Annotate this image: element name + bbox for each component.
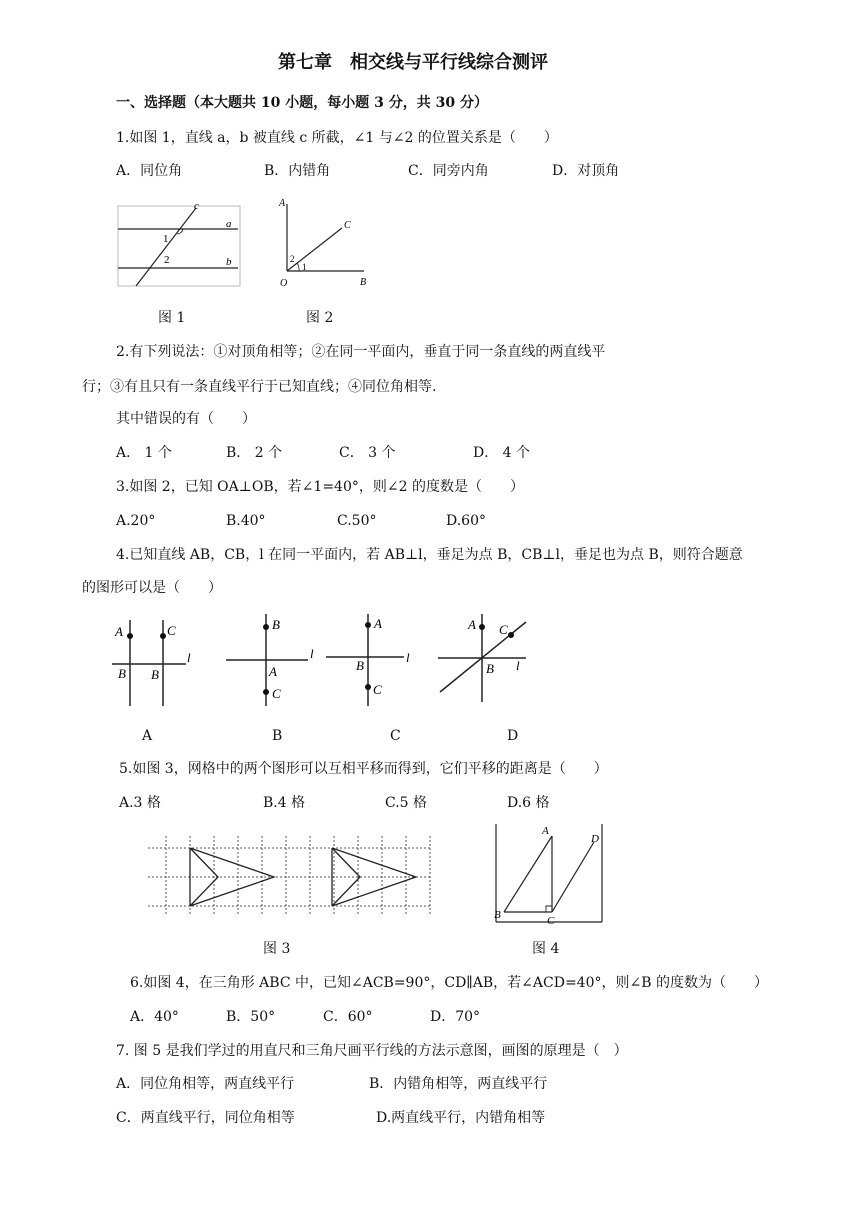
fig2-angle-2: 2 xyxy=(290,254,295,264)
q4a-label-B2: B xyxy=(151,667,159,682)
q7-option-c: C．两直线平行，同位角相等 xyxy=(116,1110,295,1126)
fig4-label-C: C xyxy=(547,915,555,927)
q7-option-a: A．同位角相等，两直线平行 xyxy=(116,1076,295,1092)
q6-option-a: A．40° xyxy=(130,1009,179,1025)
q4-caption-a: A xyxy=(142,728,153,744)
q3-option-d: D.60° xyxy=(446,513,486,529)
q4b-label-l: l xyxy=(310,646,314,661)
q2-line-3: 其中错误的有（ ） xyxy=(116,411,256,427)
q2-option-c: C． 3 个 xyxy=(339,445,396,461)
q4c-label-C: C xyxy=(373,682,382,697)
section-heading: 一、选择题（本大题共 10 小题，每小题 3 分，共 30 分） xyxy=(116,95,488,111)
q6-option-c: C．60° xyxy=(323,1009,373,1025)
q4-line-1: 4.已知直线 AB，CB，l 在同一平面内，若 AB⊥l，垂足为点 B，CB⊥l，垂足也为点 B，则符合题意 xyxy=(116,547,743,563)
q7-option-d: D.两直线平行，内错角相等 xyxy=(376,1110,546,1126)
q2-line-2: 行；③有且只有一条直线平行于已知直线；④同位角相等. xyxy=(82,379,437,395)
fig1-label-a: a xyxy=(226,218,232,230)
q4-line-2: 的图形可以是（ ） xyxy=(82,580,222,596)
q4a-label-A: A xyxy=(115,624,123,639)
figure-1 xyxy=(114,198,244,290)
q4d-label-B: B xyxy=(486,661,494,676)
q7-option-b: B．内错角相等，两直线平行 xyxy=(369,1076,548,1092)
q7-stem: 7. 图 5 是我们学过的用直尺和三角尺画平行线的方法示意图，画图的原理是（ ） xyxy=(116,1043,628,1059)
q2-option-a: A． 1 个 xyxy=(116,445,172,461)
page-title: 第七章 相交线与平行线综合测评 xyxy=(278,52,548,73)
q1-option-d: D．对顶角 xyxy=(552,163,620,179)
q4-figure-c xyxy=(322,610,422,710)
q1-option-a: A．同位角 xyxy=(116,163,183,179)
q6-option-d: D．70° xyxy=(430,1009,481,1025)
q4b-label-B: B xyxy=(272,617,280,632)
fig1-angle-1: 1 xyxy=(163,233,169,245)
q1-option-c: C．同旁内角 xyxy=(408,163,489,179)
q4-caption-d: D xyxy=(507,728,519,744)
fig2-label-C: C xyxy=(344,220,351,231)
fig2-caption: 图 2 xyxy=(306,310,334,326)
q4-figure-b xyxy=(222,610,318,710)
q6-stem: 6.如图 4，在三角形 ABC 中，已知∠ACB=90°，CD∥AB，若∠ACD=40°，则∠B 的度数为（ ） xyxy=(130,975,768,991)
q4b-label-A: A xyxy=(269,664,277,679)
q1-stem: 1.如图 1，直线 a，b 被直线 c 所截，∠1 与∠2 的位置关系是（ ） xyxy=(116,130,558,146)
fig3-caption: 图 3 xyxy=(263,941,291,957)
q5-option-a: A.3 格 xyxy=(119,795,161,811)
figure-3 xyxy=(146,830,436,920)
q5-option-b: B.4 格 xyxy=(263,795,306,811)
q3-option-c: C.50° xyxy=(337,513,377,529)
q3-option-b: B.40° xyxy=(226,513,266,529)
q4-figure-d xyxy=(434,610,534,710)
q2-option-d: D． 4 个 xyxy=(473,445,531,461)
q3-stem: 3.如图 2，已知 OA⊥OB，若∠1=40°，则∠2 的度数是（ ） xyxy=(116,479,524,495)
q4b-label-C: C xyxy=(272,686,281,701)
fig4-label-D: D xyxy=(591,833,599,845)
figure-2 xyxy=(272,196,372,292)
q4d-label-A: A xyxy=(468,617,476,632)
q4c-label-B: B xyxy=(356,658,364,673)
q4c-label-l: l xyxy=(406,650,410,665)
q2-line-1: 2.有下列说法：①对顶角相等；②在同一平面内，垂直于同一条直线的两直线平 xyxy=(116,344,606,360)
q4d-label-C: C xyxy=(499,622,508,637)
fig2-label-A: A xyxy=(279,198,286,209)
fig2-angle-1: 1 xyxy=(302,262,307,272)
q4-caption-b: B xyxy=(272,728,283,744)
q1-option-b: B．内错角 xyxy=(264,163,331,179)
q4d-label-l: l xyxy=(516,658,520,673)
fig1-label-b: b xyxy=(226,256,232,268)
q3-option-a: A.20° xyxy=(116,513,156,529)
figure-4 xyxy=(486,818,608,926)
fig2-label-B: B xyxy=(360,277,367,288)
fig4-caption: 图 4 xyxy=(532,941,560,957)
q4a-label-C: C xyxy=(167,623,176,638)
fig1-angle-2: 2 xyxy=(164,254,170,266)
fig2-label-O: O xyxy=(280,278,288,289)
fig4-label-A: A xyxy=(542,825,549,837)
q5-stem: 5.如图 3，网格中的两个图形可以互相平移而得到，它们平移的距离是（ ） xyxy=(119,761,608,777)
q4a-label-B1: B xyxy=(118,666,126,681)
q4-caption-c: C xyxy=(390,728,401,744)
q5-option-c: C.5 格 xyxy=(385,795,428,811)
fig4-label-B: B xyxy=(494,909,501,921)
q2-option-b: B． 2 个 xyxy=(226,445,283,461)
q5-option-d: D.6 格 xyxy=(507,795,550,811)
q6-option-b: B．50° xyxy=(226,1009,276,1025)
q4c-label-A: A xyxy=(374,616,382,631)
fig1-label-c: c xyxy=(194,200,199,212)
fig1-caption: 图 1 xyxy=(158,310,186,326)
q4-figure-a xyxy=(108,614,194,710)
q4a-label-l: l xyxy=(187,650,191,665)
